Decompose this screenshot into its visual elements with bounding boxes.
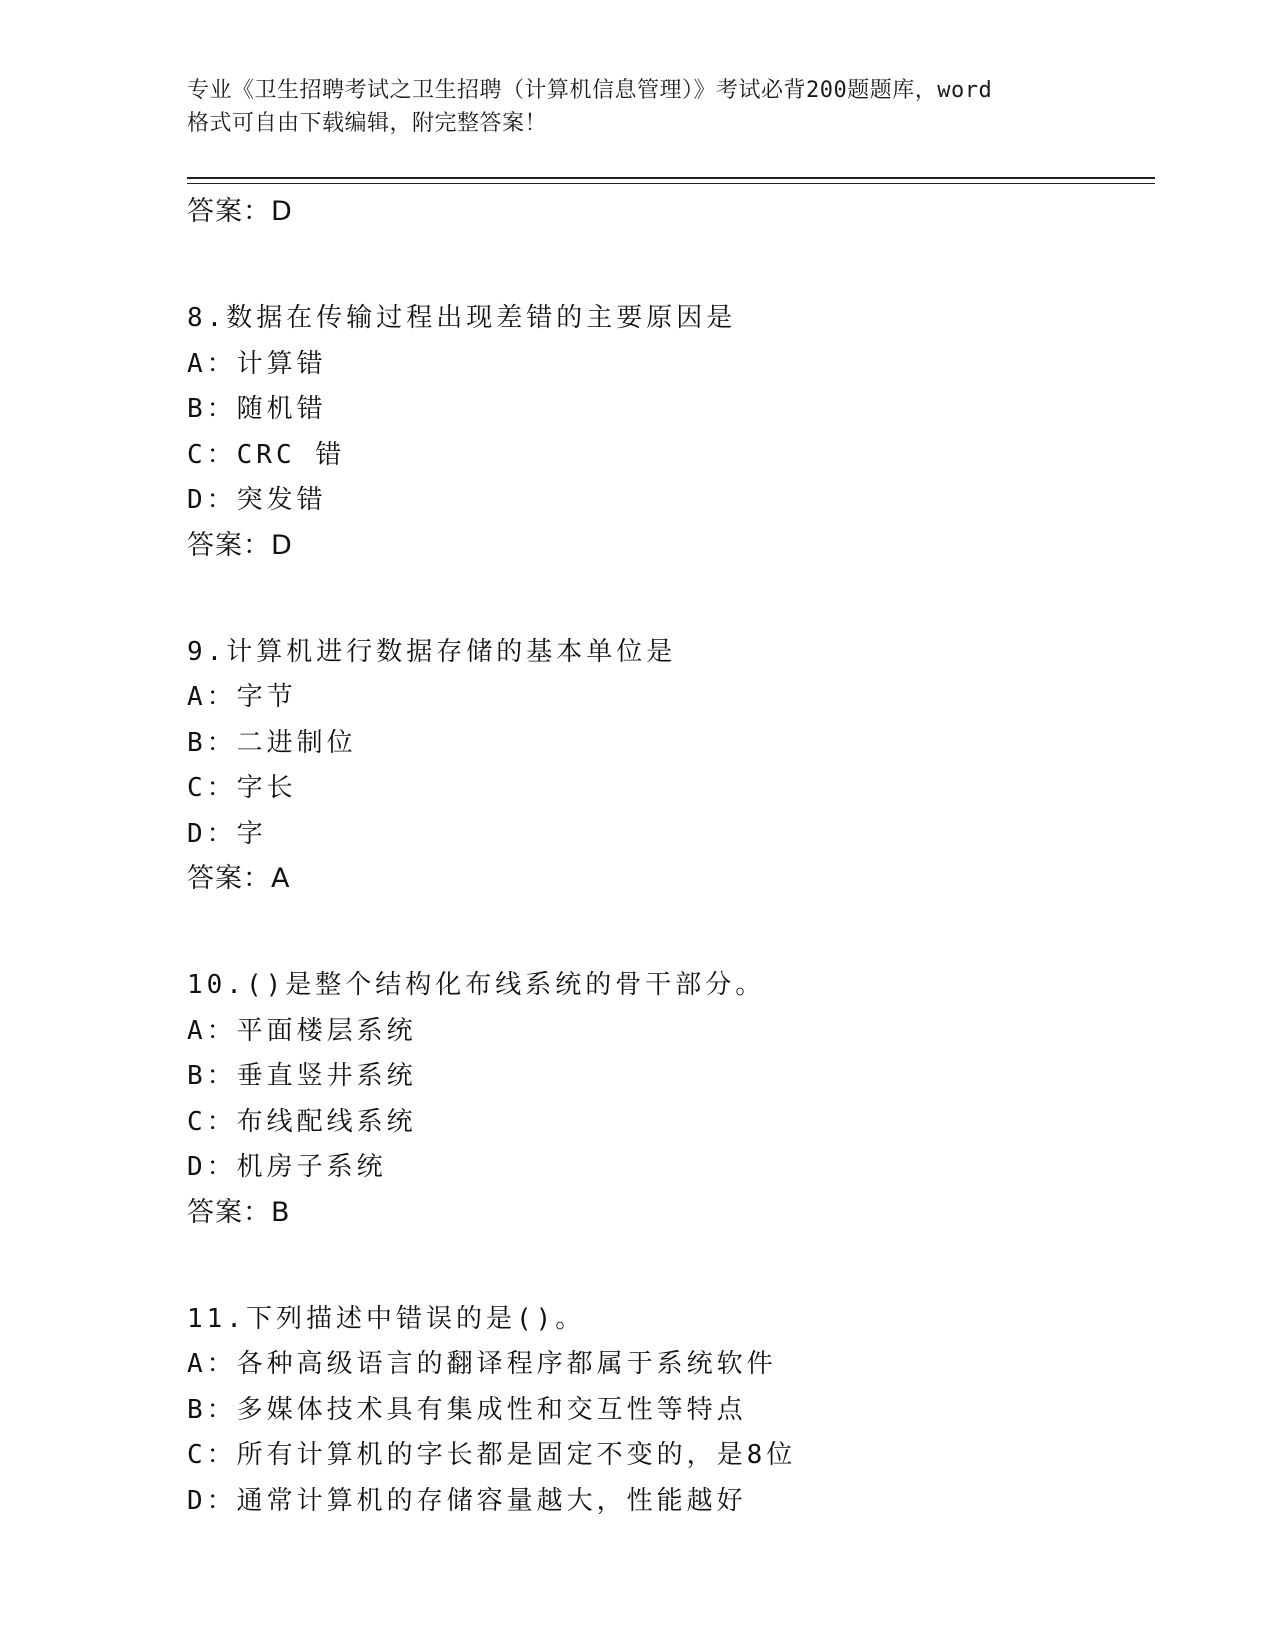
option-d: D：机房子系统 bbox=[187, 1152, 387, 1182]
question-9 bbox=[187, 630, 1147, 902]
answer-line: 答案：D bbox=[187, 196, 293, 227]
option-c: C：CRC 错 bbox=[187, 439, 346, 470]
spacer bbox=[187, 568, 1147, 630]
question-title: 8.数据在传输过程出现差错的主要原因是 bbox=[187, 303, 737, 333]
spacer bbox=[187, 1235, 1147, 1297]
header-divider-thin bbox=[187, 183, 1155, 184]
answer-line: 答案：B bbox=[187, 1196, 291, 1228]
document-header bbox=[187, 74, 1087, 140]
question-title: 9.计算机进行数据存储的基本单位是 bbox=[187, 636, 677, 667]
question-10 bbox=[187, 963, 1147, 1235]
spacer bbox=[187, 234, 1147, 296]
option-c: C：字长 bbox=[187, 773, 297, 803]
answer-line: 答案：D bbox=[187, 529, 293, 561]
option-a: A：平面楼层系统 bbox=[187, 1015, 417, 1046]
question-list bbox=[187, 190, 1147, 1524]
question-8 bbox=[187, 296, 1147, 568]
option-b: B：垂直竖井系统 bbox=[187, 1061, 417, 1091]
question-title: 10.()是整个结构化布线系统的骨干部分。 bbox=[187, 970, 766, 1000]
header-divider-thick bbox=[187, 177, 1155, 179]
option-c: C：布线配线系统 bbox=[187, 1106, 417, 1137]
answer-line: 答案：A bbox=[187, 863, 291, 894]
option-d: D：突发错 bbox=[187, 485, 327, 515]
option-d: D：字 bbox=[187, 818, 267, 849]
option-d: D：通常计算机的存储容量越大，性能越好 bbox=[187, 1485, 747, 1516]
option-b: B：二进制位 bbox=[187, 727, 357, 758]
option-b: B：多媒体技术具有集成性和交互性等特点 bbox=[187, 1394, 747, 1425]
option-a: A：计算错 bbox=[187, 348, 327, 379]
question-title: 11.下列描述中错误的是()。 bbox=[187, 1303, 586, 1334]
option-a: A：字节 bbox=[187, 682, 297, 712]
header-title-line-2: 格式可自由下载编辑，附完整答案！ bbox=[187, 111, 548, 136]
option-b: B：随机错 bbox=[187, 394, 327, 424]
option-a: A：各种高级语言的翻译程序都属于系统软件 bbox=[187, 1349, 777, 1379]
question-11 bbox=[187, 1297, 1147, 1525]
spacer bbox=[187, 901, 1147, 963]
header-title-line-1: 专业《卫生招聘考试之卫生招聘（计算机信息管理）》考试必背200题题库，word bbox=[187, 78, 993, 103]
option-c: C：所有计算机的字长都是固定不变的，是8位 bbox=[187, 1440, 797, 1470]
